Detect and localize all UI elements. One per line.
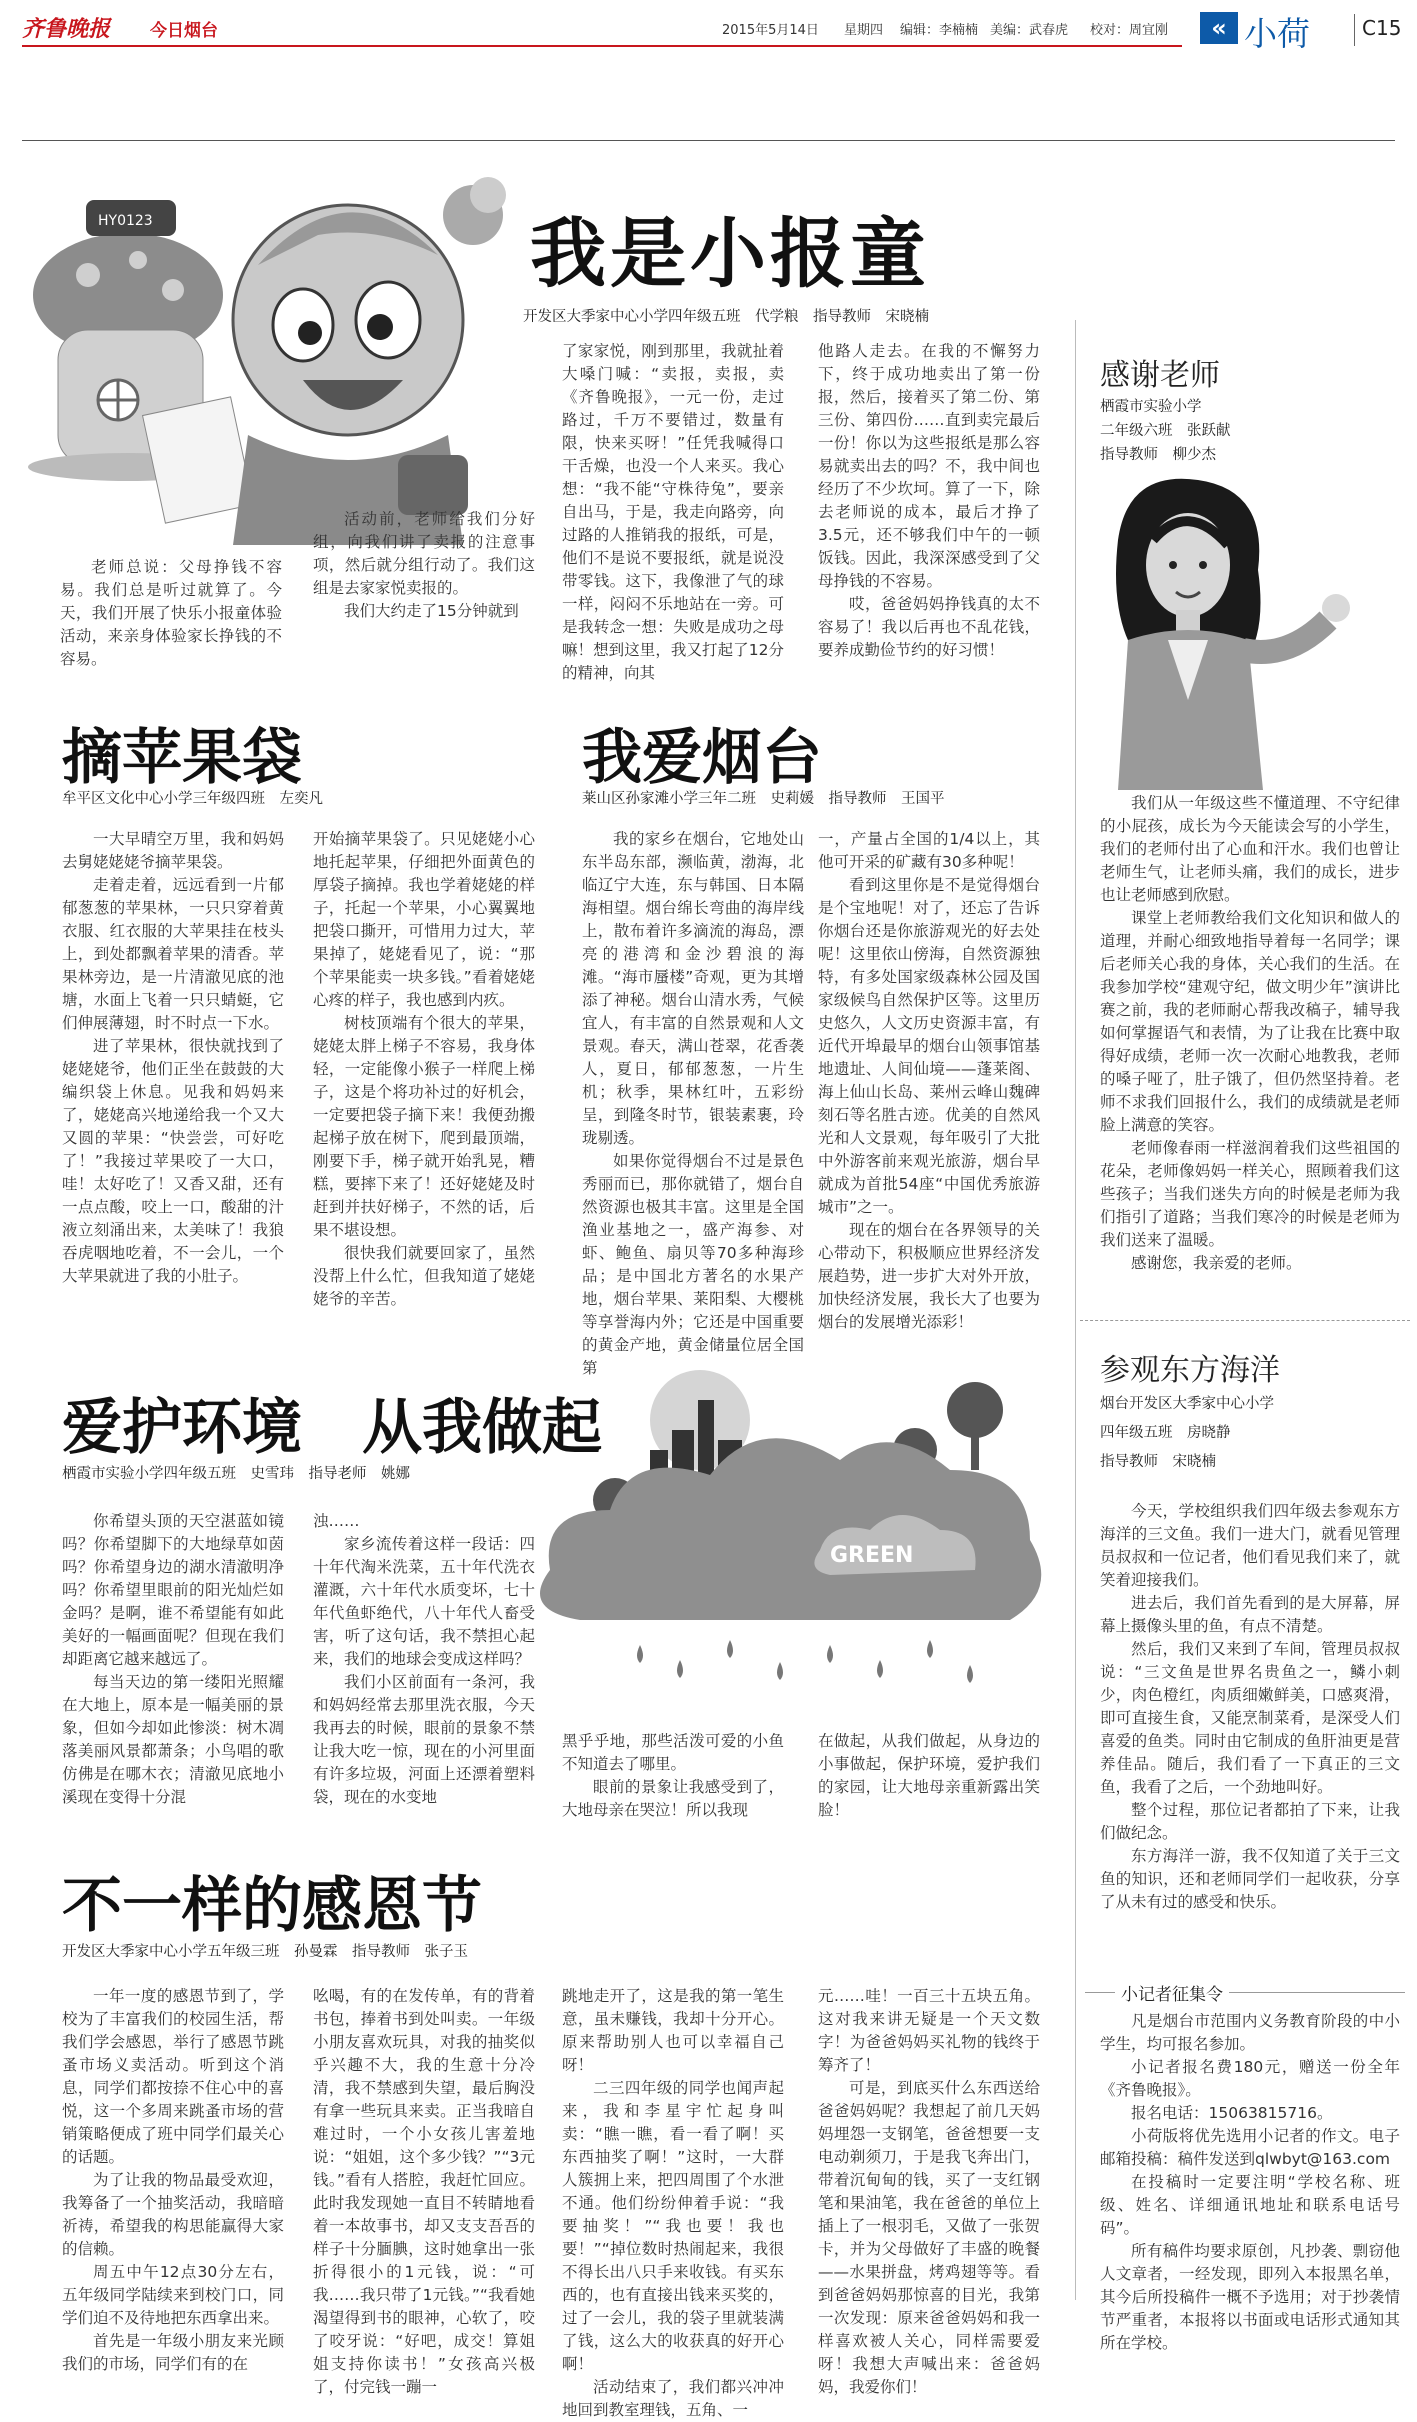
paragraph: 整个过程，那位记者都拍了下来，让我们做纪念。 — [1100, 1801, 1400, 1842]
article-column — [313, 1985, 535, 2399]
paragraph: 进了苹果林，很快就找到了姥姥姥爷，他们正坐在鼓鼓的大编织袋上休息。见我和妈妈来了，姥姥高兴地递给我一个又大又圆的苹果：“快尝尝，可好吃了！”我接过苹果咬了一大口，哇！太好吃了！又香又甜，还有一点点酸，咬上一口，酸甜的汁液立刻涌出来，太美味了！我狼吞虎咽地吃着，不一会儿，一个大苹果就进了我的小肚子。 — [62, 1037, 284, 1285]
paragraph: 跳地走开了，这是我的第一笔生意，虽未赚钱，我却十分开心。原来帮助别人也可以幸福自己呀！ — [562, 1987, 784, 2074]
teacher: 指导教师 宋晓楠 — [1100, 1454, 1216, 1470]
teacher: 指导教师 柳少杰 — [1100, 447, 1216, 463]
student: 二年级六班 张跃献 — [1100, 423, 1231, 439]
hat-badge: HY0123 — [98, 213, 153, 229]
proof-credit: 校对：周宜刚 — [1090, 23, 1169, 38]
paragraph: 然后，我们又来到了车间，管理员叔叔说：“三文鱼是世界名贵鱼之一，鳞小刺少，肉色橙红，肉质细嫩鲜美，口感爽滑，即可直接生食，又能烹制菜肴，是深受人们喜爱的鱼类。同时由它制成的鱼肝油更是营养佳品。随后，我们看了一下真正的三文鱼，我看了之后，一个劲地叫好。 — [1100, 1640, 1400, 1796]
school: 烟台开发区大季家中心小学 — [1100, 1396, 1274, 1412]
article-column — [1100, 792, 1400, 1275]
recruit-title: 小记者征集令 — [1115, 1980, 1229, 2005]
paragraph: 活动结束了，我们都兴冲冲地回到教室理钱，五角、一 — [562, 2378, 784, 2419]
recruit-box — [1085, 1980, 1405, 2380]
article-byline: 开发区大季家中心小学四年级五班 代学粮 指导教师 宋晓楠 — [523, 309, 929, 325]
school: 栖霞市实验小学 — [1100, 399, 1202, 415]
editor-credit: 编辑：李楠楠 — [900, 23, 979, 38]
paragraph: 老师总说：父母挣钱不容易。我们总是听过就算了。今天，我们开展了快乐小报童体验活动，来亲身体验家长挣钱的不容易。 — [60, 558, 282, 668]
paragraph: 在做起，从我们做起，从身边的小事做起，保护环境，爱护我们的家园，让大地母亲重新露出笑脸！ — [818, 1732, 1040, 1819]
article-title: 不一样的感恩节 — [62, 1871, 482, 1941]
paragraph: 可是，到底买什么东西送给爸爸妈妈呢？我想起了前几天妈妈埋怨一支钢笔，爸爸想要一支电动剃须刀，于是我飞奔出门，带着沉甸甸的钱，买了一支红钢笔和果油笔，我在爸爸的单位上插上了一根羽毛，又做了一张贺卡，并为父母做好了丰盛的晚餐——水果拼盘，烤鸡翅等等。看到爸爸妈妈那惊喜的目光，我第一次发现：原来爸爸妈妈和我一样喜欢被人关心，同样需要爱呀！我想大声喊出来：爸爸妈妈，我爱你们！ — [818, 2079, 1040, 2396]
article-column — [313, 828, 535, 1311]
article-title: 我爱烟台 — [582, 723, 822, 793]
chevron-left-icon: « — [1200, 12, 1238, 44]
article-column — [818, 828, 1040, 1334]
article-byline: 开发区大季家中心小学五年级三班 孙曼霖 指导教师 张子玉 — [62, 1944, 468, 1960]
paragraph: 走着走着，远远看到一片郁郁葱葱的苹果林，一只只穿着黄衣服、红衣服的大苹果挂在枝头上，到处都飘着苹果的清香。苹果林旁边，是一片清澈见底的池塘，水面上飞着一只只蜻蜓，它们伸展薄翅，时不时点一下水。 — [62, 876, 284, 1032]
cartoon-illustration — [18, 155, 558, 555]
issue-date: 2015年5月14日 — [722, 23, 819, 38]
paragraph: 小记者报名费180元，赠送一份全年《齐鲁晚报》。 — [1100, 2058, 1400, 2099]
paragraph: 看到这里你是不是觉得烟台是个宝地呢！对了，还忘了告诉你烟台还是你旅游观光的好去处呢！这里依山傍海，自然资源独特，有多处国家级森林公园及国家级候鸟自然保护区等。这里历史悠久，人文历史资源丰富，有近代开埠最早的烟台山领事馆基地遗址、人间仙境——蓬莱阁、海上仙山长岛、莱州云峰山魏碑刻石等名胜古迹。优美的自然风光和人文景观，每年吸引了大批中外游客前来观光旅游，烟台早就成为首批54座“中国优秀旅游城市”之一。 — [818, 876, 1040, 1216]
masthead — [22, 10, 1417, 53]
article-column — [313, 508, 535, 623]
green-label: GREEN — [830, 1543, 914, 1568]
article-column — [582, 828, 804, 1380]
article-byline: 栖霞市实验小学四年级五班 史雪玮 指导老师 姚娜 — [62, 1466, 410, 1482]
paragraph: 每当天边的第一缕阳光照耀在大地上，原本是一幅美丽的景象，但如今却如此惨淡：树木凋落美丽风景都萧条；小鸟唱的歌仿佛是在哪木衣；清澈见底地小溪现在变得十分混 — [62, 1673, 284, 1806]
paragraph: 所有稿件均要求原创，凡抄袭、剽窃他人文章者，一经发现，即列入本报黑名单，其今后所投稿件一概不予选用；对于抄袭情节严重者，本报将以书面或电话形式通知其所在学校。 — [1100, 2242, 1400, 2352]
designer-credit: 美编：武春虎 — [990, 23, 1069, 38]
paragraph: 我们大约走了15分钟就到 — [344, 602, 519, 620]
article-column — [562, 340, 784, 685]
article-title: 参观东方海洋 — [1100, 1353, 1280, 1388]
article-column — [818, 1985, 1040, 2399]
paragraph: 凡是烟台市范围内义务教育阶段的中小学生，均可报名参加。 — [1100, 2012, 1400, 2053]
paragraph: 我的家乡在烟台，它地处山东半岛东部，濒临黄，渤海，北临辽宁大连，东与韩国、日本隔海相望。烟台绵长弯曲的海岸线上，散布着许多滴流的海岛，漂亮的港湾和金沙碧浪的海滩。“海市蜃楼”奇观，更为其增添了神秘。烟台山清水秀，气候宜人，有丰富的自然景观和人文景观。春天，满山苍翠，花香袭人，夏日，郁郁葱葱，一片生机；秋季，果林红叶，五彩纷呈，到隆冬时节，银装素裹，玲珑剔透。 — [582, 830, 804, 1147]
paragraph: 课堂上老师教给我们文化知识和做人的道理，并耐心细致地指导着每一名同学；课后老师关心我的身体，关心我们的生活。在我参加学校“建观守纪，做文明少年”演讲比赛之前，我的老师耐心帮我改稿子，辅导我如何掌握语气和表情，为了让我在比赛中取得好成绩，老师一次一次耐心地教我，老师的嗓子哑了，肚子饿了，但仍然坚持着。老师不求我们回报什么，我们的成绩就是老师脸上满意的笑容。 — [1100, 909, 1400, 1134]
paragraph: 进去后，我们首先看到的是大屏幕，屏幕上摄像头里的鱼，有点不清楚。 — [1100, 1594, 1400, 1635]
paragraph: 活动前，老师给我们分好组，向我们讲了卖报的注意事项，然后就分组行动了。我们这组是去家家悦卖报的。 — [313, 510, 535, 597]
article-column — [818, 340, 1040, 662]
article-byline: 牟平区文化中心小学三年级四班 左奕凡 — [62, 791, 323, 807]
article-byline: 莱山区孙家滩小学三年二班 史莉媛 指导教师 王国平 — [582, 791, 945, 807]
paragraph: 吆喝，有的在发传单，有的背着书包，捧着书到处叫卖。一年级小朋友喜欢玩具，对我的抽奖似乎兴趣不大，我的生意十分冷清，我不禁感到失望，最后胸没有拿一些玩具来卖。正当我暗自难过时，一个小女孩儿害羞地说：“姐姐，这个多少钱？”“3元钱。”看有人搭腔，我赶忙回应。此时我发现她一直目不转睛地看着一本故事书，却又支支吾吾的样子十分腼腆，这时她拿出一张折得很小的1元钱，说：“可我……我只带了1元钱。”“我看她渴望得到书的眼神，心软了，咬了咬牙说：“好吧，成交！算姐姐支持你读书！”女孩高兴极了，付完钱一蹦一 — [313, 1987, 535, 2396]
paragraph: 他路人走去。在我的不懈努力下，终于成功地卖出了第一份报，然后，接着买了第二份、第三份、第四份……直到卖完最后一份！你以为这些报纸是那么容易就卖出去的吗？不，我中间也经历了不少坎坷。算了一下，除去老师说的成本，最后才挣了3.5元，还不够我们中午的一顿饭钱。因此，我深深感受到了父母挣钱的不容易。 — [818, 342, 1040, 590]
paragraph: 眼前的景象让我感受到了，大地母亲在哭泣！所以我现 — [562, 1778, 784, 1819]
paragraph: 如果你觉得烟台不过是景色秀丽而已，那你就错了，烟台自然资源也极其丰富。这里是全国渔业基地之一，盛产海参、对虾、鲍鱼、扇贝等70多种海珍品；是中国北方著名的水果产地，烟台苹果、莱阳梨、大樱桃等享誉海内外；它还是中国重要的黄金产地，黄金储量位居全国第 — [582, 1152, 804, 1377]
paragraph: 黑乎乎地，那些活泼可爱的小鱼不知道去了哪里。 — [562, 1732, 784, 1773]
student: 四年级五班 房晓静 — [1100, 1425, 1231, 1441]
article-column — [313, 1510, 535, 1809]
paragraph: 今天，学校组织我们四年级去参观东方海洋的三文鱼。我们一进大门，就看见管理员叔叔和一位记者，他们看见我们来了，就笑着迎接我们。 — [1100, 1502, 1400, 1589]
paragraph: 元……哇！一百三十五块五角。这对我来讲无疑是一个天文数字！为爸爸妈妈买礼物的钱终于筹齐了！ — [818, 1987, 1040, 2074]
paragraph: 树枝顶端有个很大的苹果，姥姥太胖上梯子不容易，我身体轻，一定能像小猴子一样爬上梯子，这是个将功补过的好机会，一定要把袋子摘下来！我便劲搬起梯子放在树下，爬到最顶端，刚要下手，梯子就开始乳晃，糟糕，要摔下来了！还好姥姥及时赶到并扶好梯子，不然的话，后果不堪设想。 — [313, 1014, 535, 1239]
paragraph: 一年一度的感恩节到了，学校为了丰富我们的校园生活，帮我们学会感恩，举行了感恩节跳蚤市场义卖活动。听到这个消息，同学们都按捺不住心中的喜悦，这一个多周来跳蚤市场的营销策略便成了班中同学们最关心的话题。 — [62, 1987, 284, 2166]
article-title: 我是小报童 — [530, 209, 930, 298]
article-column — [62, 1510, 284, 1809]
paragraph: 在投稿时一定要注明“学校名称、班级、姓名、详细通讯地址和联系电话号码”。 — [1100, 2173, 1400, 2237]
article-byline — [1100, 395, 1231, 467]
paragraph: 哎，爸爸妈妈挣钱真的太不容易了！我以后再也不乱花钱，要养成勤俭节约的好习惯！ — [818, 595, 1040, 659]
column-name: 小荷 — [1244, 14, 1310, 53]
recruit-text — [1100, 2010, 1400, 2355]
paragraph: 报名电话：15063815716。 — [1131, 2104, 1333, 2122]
article-column — [62, 828, 284, 1288]
paragraph: 现在的烟台在各界领导的关心带动下，积极顺应世界经济发展趋势，进一步扩大对外开放，加快经济发展，我长大了也要为烟台的发展增光添彩！ — [818, 1221, 1040, 1331]
paragraph: 了家家悦，刚到那里，我就扯着大嗓门喊：“卖报，卖报，卖《齐鲁晚报》，一元一份，走过路过，千万不要错过，数量有限，快来买呀！”任凭我喊得口干舌燥，也没一个人来买。我心想：“我不能“守株待兔”，要亲自出马，于是，我走向路旁，向过路的人推销我的报纸，可是，他们不是说不要报纸，就是说没带零钱。这下，我像泄了气的球一样，闷闷不乐地站在一旁。可是我转念一想：失败是成功之母嘛！想到这里，我又打起了12分的精神，向其 — [562, 342, 784, 682]
paragraph: 我们小区前面有一条河，我和妈妈经常去那里洗衣服，今天我再去的时候，眼前的景象不禁让我大吃一惊，现在的小河里面有许多垃圾，河面上还漂着塑料袋，现在的水变地 — [313, 1673, 535, 1806]
issue-weekday: 星期四 — [844, 23, 884, 38]
paragraph: 一大早晴空万里，我和妈妈去舅姥姥姥爷摘苹果袋。 — [62, 830, 284, 871]
article-column — [562, 1730, 784, 1822]
paragraph: 我们从一年级这些不懂道理、不守纪律的小屁孩，成长为今天能读会写的小学生，我们的老师付出了心血和汗水。我们也曾让老师生气，让老师头痛，我们的成长，进步也让老师感到欣慰。 — [1100, 794, 1400, 904]
article-column — [60, 556, 282, 671]
paragraph: 家乡流传着这样一段话：四十年代淘米洗菜，五十年代洗衣灌溉，六十年代水质变坏，七十年代鱼虾绝代，八十年代人畜受害，听了这句话，我不禁担心起来，我们的地球会变成这样吗？ — [313, 1535, 535, 1668]
paragraph: 浊…… — [313, 1512, 360, 1530]
article-column — [818, 1730, 1040, 1822]
paragraph: 二三四年级的同学也闻声起来，我和李星宇忙起身叫卖：“瞧一瞧，看一看了啊！买东西抽奖了啊！”这时，一大群人簇拥上来，把四周围了个水泄不通。他们纷纷伸着手说：“我要抽奖！”“我也要！我也要！”“掉位数时热闹起来，我很不得长出八只手来收钱。有买东西的，也有直接出钱来买奖的，过了一会儿，我的袋子里就装满了钱，这么大的收获真的好开心啊！ — [562, 2079, 784, 2373]
article-title: 摘苹果袋 — [62, 723, 302, 793]
article-column — [562, 1985, 784, 2422]
article-title: 感谢老师 — [1100, 358, 1220, 393]
paragraph: 小荷版将优先选用小记者的作文。电子邮箱投稿：稿件发送到qlwbyt@163.com — [1100, 2127, 1400, 2168]
paragraph: 感谢您，我亲爱的老师。 — [1131, 1254, 1302, 1272]
section-label: 今日烟台 — [150, 21, 218, 41]
article-byline — [1100, 1390, 1274, 1477]
page-number: C15 — [1362, 16, 1402, 40]
paragraph: 老师像春雨一样滋润着我们这些祖国的花朵，老师像妈妈一样关心，照顾着我们这些孩子；当我们迷失方向的时候是老师为我们指引了道路；当我们寒冷的时候是老师为我们送来了温暖。 — [1100, 1139, 1400, 1249]
paragraph: 你希望头顶的天空湛蓝如镜吗？你希望脚下的大地绿草如茵吗？你希望身边的湖水清澈明净吗？你希望里眼前的阳光灿烂如金吗？是啊，谁不希望能有如此美好的一幅画面呢？但现在我们却距离它越来越远了。 — [62, 1512, 284, 1668]
teacher-illustration — [1088, 470, 1408, 790]
paragraph: 首先是一年级小朋友来光顾我们的市场，同学们有的在 — [62, 2332, 284, 2373]
paragraph: 很快我们就要回家了，虽然没帮上什么忙，但我知道了姥姥姥爷的辛苦。 — [313, 1244, 535, 1308]
article-column — [1100, 1500, 1400, 1914]
paragraph: 为了让我的物品最受欢迎，我筹备了一个抽奖活动，我暗暗祈祷，希望我的构思能赢得大家的信赖。 — [62, 2171, 284, 2258]
green-cloud-illustration — [520, 1300, 1070, 1720]
newspaper-logo: 齐鲁晚报 — [22, 16, 111, 42]
paragraph: 周五中午12点30分左右，五年级同学陆续来到校门口，同学们迫不及待地把东西拿出来。 — [62, 2263, 284, 2327]
paragraph: 东方海洋一游，我不仅知道了关于三文鱼的知识，还和老师同学们一起收获，分享了从未有过的感受和快乐。 — [1100, 1847, 1400, 1911]
article-title: 爱护环境 从我做起 — [62, 1393, 602, 1463]
paragraph: 开始摘苹果袋了。只见姥姥小心地托起苹果，仔细把外面黄色的厚袋子摘掉。我也学着姥姥的样子，托起一个苹果，小心翼翼地把袋口撕开，可惜用力过大，苹果掉了，姥姥看见了，说：“那个苹果能卖一块多钱。”看着姥姥心疼的样子，我也感到内疚。 — [313, 830, 535, 1009]
article-column — [62, 1985, 284, 2376]
paragraph: 一，产量占全国的1/4以上，其他可开采的矿藏有30多种呢！ — [818, 830, 1040, 871]
